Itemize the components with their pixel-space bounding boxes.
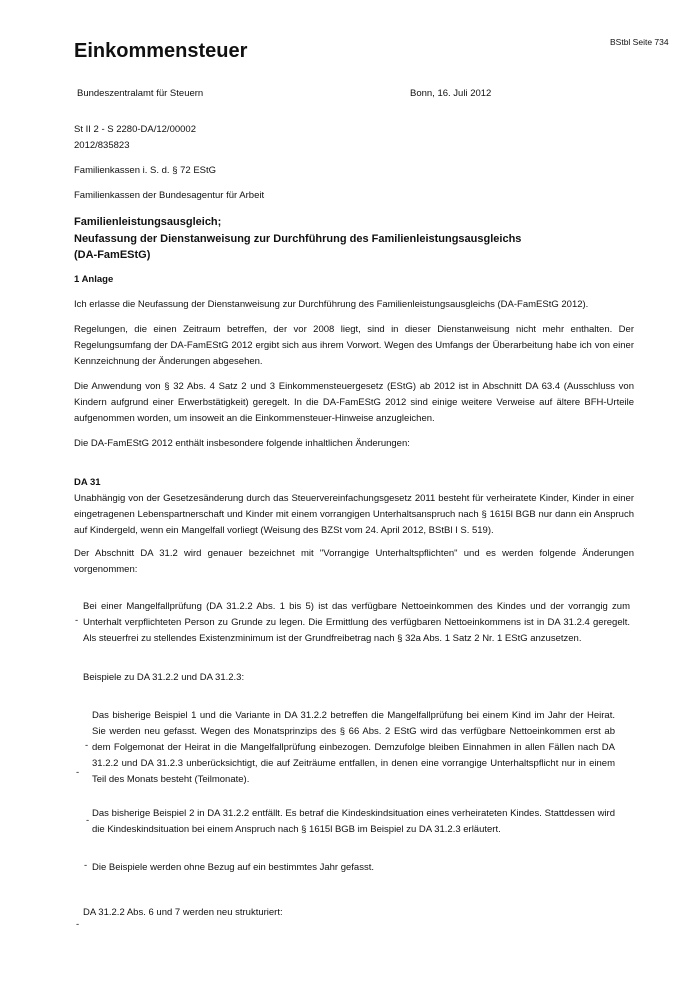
section-text: Unabhängig von der Gesetzesänderung durch das Steuervereinfachungsgesetz 2011 besteht für verheiratete Kinder, Kinder in einer eingetragenen Lebenspartnerschaft und Kinder mit einem vorrangigen Unterhaltsanspruch nach § 1615l BGB nur dann ein Anspruch auf Kindergeld, wenn ein Mangelfall vorliegt (Weisung des BZSt vom 24. April 2012, BStBl I S. 519). (74, 493, 634, 536)
recipient-2: Familienkassen der Bundesagentur für Arbeit (74, 190, 265, 201)
bullet-marker: - (75, 615, 79, 626)
document-number: 2012/835823 (74, 140, 130, 151)
paragraph: Ich erlasse die Neufassung der Dienstanweisung zur Durchführung des Familienleistungsausgleichs (DA-FamEStG 2012). (74, 299, 589, 310)
date: Bonn, 16. Juli 2012 (410, 88, 492, 99)
list-item-heading: Beispiele zu DA 31.2.2 und DA 31.2.3: (83, 672, 245, 683)
page-title: Einkommensteuer (74, 40, 248, 62)
page-reference: BStbl Seite 734 (610, 37, 669, 47)
reference-number: St II 2 - S 2280-DA/12/00002 (74, 124, 196, 135)
recipient-1: Familienkassen i. S. d. § 72 EStG (74, 165, 217, 176)
bullet-marker: - (76, 919, 80, 930)
bullet-marker: - (84, 860, 88, 871)
paragraph: Regelungen, die einen Zeitraum betreffen, der vor 2008 liegt, sind in dieser Dienstanweisung nicht mehr enthalten. Der Regelungsumfang der DA-FamEStG 2012 ergibt sich aus ihrem Vorwort. Wegen des Umfangs der Überarbeitung habe ich von einer Kennzeichnung der Änderungen abgesehen. (74, 324, 634, 367)
paragraph: Die DA-FamEStG 2012 enthält insbesondere folgende inhaltlichen Änderungen: (74, 438, 410, 449)
sub-list-item: Das bisherige Beispiel 1 und die Variante in DA 31.2.2 betreffen die Mangelfallprüfung bei einem Kind im Jahr der Heirat. Sie werden neu gefasst. Wegen des Monatsprinzips des § 66 Abs. 2 EStG wird das verfügbare Nettoeinkommen erst ab dem Folgemonat der Heirat in die Mangelfallprüfung einbezogen. Demzufolge bleiben Einnahmen in allen Fällen nach DA 31.2.2 und DA 31.2.3 unberücksichtigt, die auf Zeiträume entfallen, in denen eine vorrangige Unterhaltspflicht nur in einem Teil des Monats besteht (Teilmonate). (92, 710, 615, 785)
sub-list-item: Das bisherige Beispiel 2 in DA 31.2.2 entfällt. Es betraf die Kindeskindsituation eines verheirateten Kindes. Stattdessen wird die Kindeskindsituation bei einem Anspruch nach § 1615l BGB im Beispiel zu DA 31.2.3 erläutert. (92, 808, 615, 835)
bullet-marker: - (86, 815, 90, 826)
sender: Bundeszentralamt für Steuern (77, 88, 204, 99)
bullet-marker: - (76, 767, 80, 778)
attachment-note: 1 Anlage (74, 274, 114, 285)
subject-line-1: Familienleistungsausgleich; (74, 216, 222, 228)
subject-line-2: Neufassung der Dienstanweisung zur Durchführung des Familienleistungsausgleichs (74, 232, 522, 245)
sub-list-item: Die Beispiele werden ohne Bezug auf ein bestimmtes Jahr gefasst. (92, 862, 374, 873)
subject (74, 214, 634, 264)
bullet-marker: - (85, 740, 89, 751)
section-text: Der Abschnitt DA 31.2 wird genauer bezeichnet mit "Vorrangige Unterhaltspflichten" und es werden folgende Änderungen vorgenommen: (74, 548, 634, 575)
list-item-heading: DA 31.2.2 Abs. 6 und 7 werden neu strukturiert: (83, 907, 283, 918)
section-heading: DA 31 (74, 477, 101, 488)
paragraph: Die Anwendung von § 32 Abs. 4 Satz 2 und 3 Einkommensteuergesetz (EStG) ab 2012 ist in Abschnitt DA 63.4 (Ausschluss von Kindern aufgrund einer Erwerbstätigkeit) geregelt. In die DA-FamEStG 2012 sind einige weitere Verweise auf ältere BFH-Urteile aufgenommen worden, um insoweit an die Einkommensteuer-Hinweise anzugleichen. (74, 381, 634, 424)
subject-line-3: (DA-FamEStG) (74, 249, 151, 261)
list-item: Bei einer Mangelfallprüfung (DA 31.2.2 Abs. 1 bis 5) ist das verfügbare Nettoeinkommen des Kindes und der vorrangig zum Unterhalt verpflichteten Person zu Grunde zu legen. Die Ermittlung des verfügbaren Nettoeinkommens ist in DA 31.2.4 geregelt. Als steuerfrei zu stellendes Existenzminimum ist der Grundfreibetrag nach § 32a Abs. 1 Satz 2 Nr. 1 EStG anzusetzen. (83, 601, 630, 644)
